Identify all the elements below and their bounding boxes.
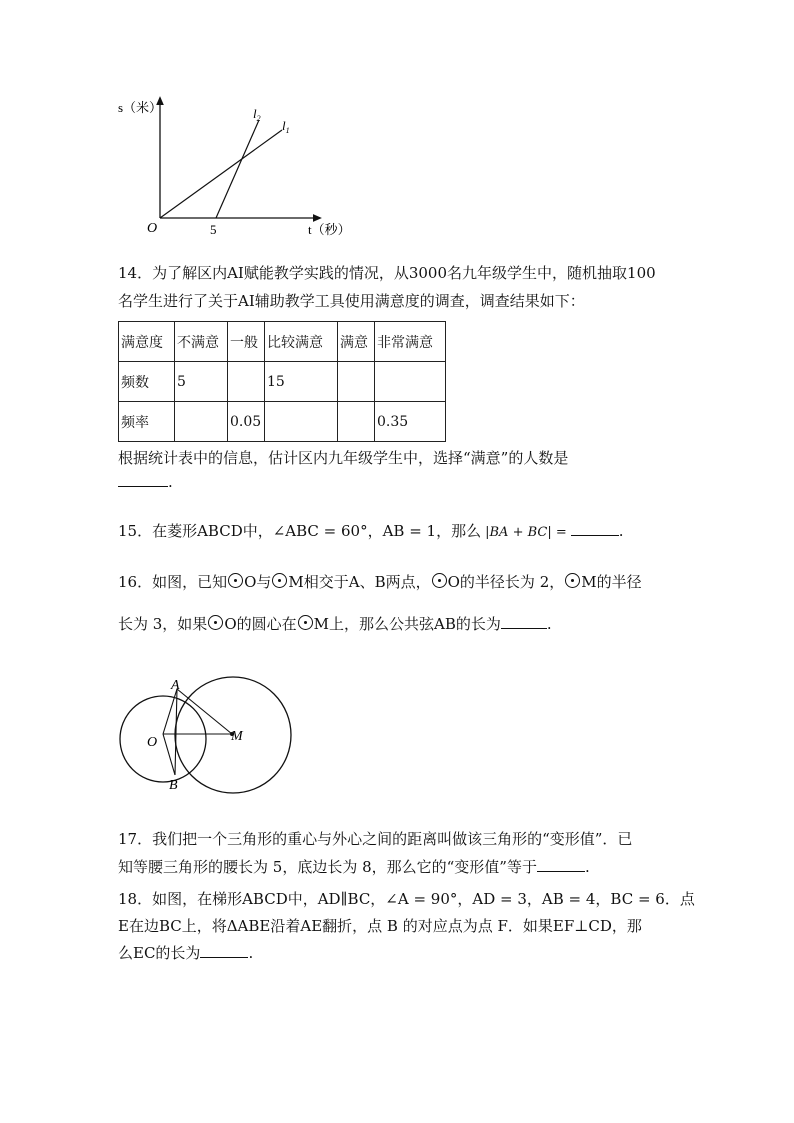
q16-line2: 长为 3，如果 O的圆心在 M上，那么公共弦AB的长为 . xyxy=(118,615,552,633)
answer-blank[interactable] xyxy=(200,943,248,958)
q14-line2: 名学生进行了关于AI辅助教学工具使用满意度的调查，调查结果如下： xyxy=(118,292,585,310)
answer-blank[interactable] xyxy=(118,472,168,487)
satisfaction-table xyxy=(118,321,446,442)
distance-time-graph xyxy=(110,90,360,240)
q17-line1: 17．我们把一个三角形的重心与外心之间的距离叫做该三角形的“变形值”．已 xyxy=(118,830,633,848)
table-cell: 5 xyxy=(175,362,228,402)
circle-dot-icon xyxy=(298,615,313,630)
table-cell: 频率 xyxy=(119,402,175,442)
table-header-row xyxy=(119,322,446,362)
circle-O xyxy=(120,696,206,782)
l2-label: $l_2$ xyxy=(253,106,261,123)
table-header-cell: 满意度 xyxy=(119,322,175,362)
y-axis-label: s（米） xyxy=(118,100,163,115)
table-header-cell: 非常满意 xyxy=(375,322,446,362)
segment-O-B xyxy=(163,734,175,775)
circle-dot-icon xyxy=(272,573,287,588)
table-header-cell: 比较满意 xyxy=(265,322,338,362)
table-cell: 0.35 xyxy=(375,402,446,442)
vector-expression: |BA + BC| = xyxy=(485,525,567,540)
table-cell xyxy=(375,362,446,402)
circle-dot-icon xyxy=(432,573,447,588)
table-header-cell: 一般 xyxy=(228,322,265,362)
line-l2 xyxy=(216,120,259,218)
table-cell: 15 xyxy=(265,362,338,402)
circle-dot-icon xyxy=(208,615,223,630)
label-B: B xyxy=(169,778,178,793)
answer-blank[interactable] xyxy=(571,521,619,536)
label-A: A xyxy=(171,678,180,693)
label-M: M xyxy=(231,729,243,744)
table-cell xyxy=(338,402,375,442)
table-header-cell: 满意 xyxy=(338,322,375,362)
q14-answer-line: . xyxy=(118,472,173,491)
origin-label: O xyxy=(147,221,158,236)
line-l1 xyxy=(160,130,282,218)
table-cell: 0.05 xyxy=(228,402,265,442)
label-O: O xyxy=(147,735,158,750)
q14-line1: 14．为了解区内AI赋能教学实践的情况，从3000名九年级学生中，随机抽取100 xyxy=(118,264,656,282)
table-row xyxy=(119,362,446,402)
circle-dot-icon xyxy=(228,573,243,588)
table-header-cell: 不满意 xyxy=(175,322,228,362)
q18-line1: 18．如图，在梯形ABCD中，AD∥BC，∠A = 90°，AD = 3，AB = 4，BC = 6．点 xyxy=(118,890,695,908)
q18-line3: 么EC的长为 . xyxy=(118,944,254,962)
table-cell xyxy=(338,362,375,402)
table-cell xyxy=(228,362,265,402)
answer-blank[interactable] xyxy=(501,614,547,629)
x-axis-label: t（秒） xyxy=(308,222,351,237)
q15-line: 15．在菱形ABCD中，∠ABC = 60°，AB = 1，那么 |BA + BC| = . xyxy=(118,522,624,540)
q17-line2: 知等腰三角形的腰长为 5，底边长为 8，那么它的“变形值”等于 . xyxy=(118,858,590,876)
intersecting-circles-figure xyxy=(110,665,305,805)
table-cell xyxy=(175,402,228,442)
q16-line1: 16．如图，已知 O与 M相交于A、B两点， O的半径长为 2， M的半径 xyxy=(118,573,642,591)
q14-line3: 根据统计表中的信息，估计区内九年级学生中，选择“满意”的人数是 xyxy=(118,449,569,467)
table-cell xyxy=(265,402,338,442)
tick-5-label: 5 xyxy=(210,222,217,237)
circle-dot-icon xyxy=(565,573,580,588)
answer-blank[interactable] xyxy=(537,857,585,872)
table-row xyxy=(119,402,446,442)
q18-line2: E在边BC上，将ΔABE沿着AE翻折，点 B 的对应点为点 F．如果EF⊥CD，那 xyxy=(118,917,642,935)
l1-label: $l_1$ xyxy=(282,118,290,135)
table-cell: 频数 xyxy=(119,362,175,402)
